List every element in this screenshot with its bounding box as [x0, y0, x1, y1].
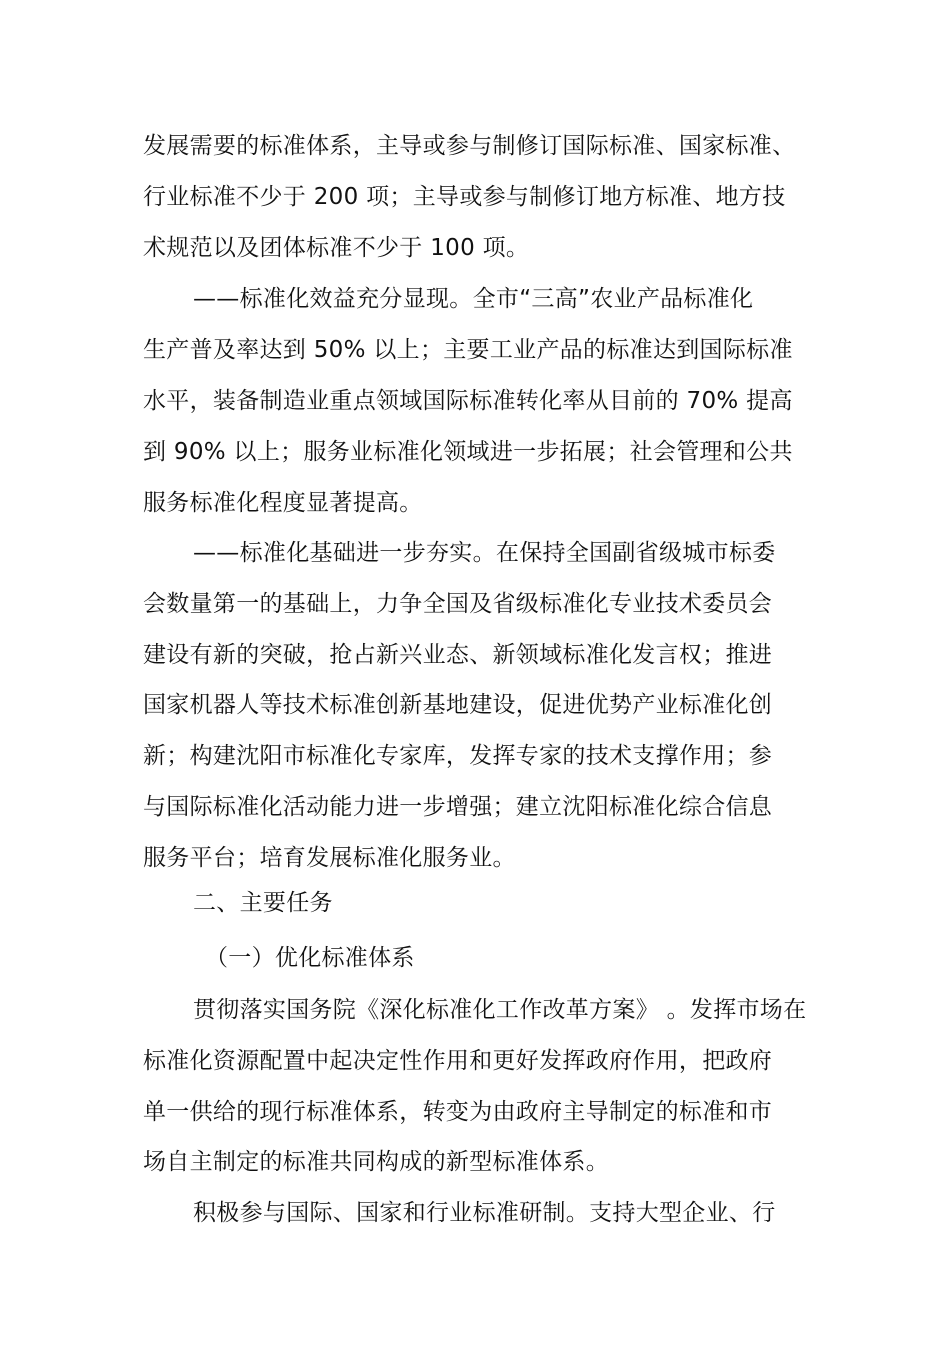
- text-line: 标准化资源配置中起决定性作用和更好发挥政府作用，把政府: [143, 1048, 773, 1074]
- text-line: 贯彻落实国务院《深化标准化工作改革方案》 。发挥市场在: [193, 997, 807, 1023]
- text-line: 到 90% 以上；服务业标准化领域进一步拓展；社会管理和公共: [143, 439, 793, 465]
- text-line: 水平，装备制造业重点领域国际标准转化率从目前的 70% 提高: [143, 388, 793, 414]
- text-line: 服务平台；培育发展标准化服务业。: [143, 845, 516, 871]
- text-line: 术规范以及团体标准不少于 100 项。: [143, 235, 530, 261]
- text-line: 与国际标准化活动能力进一步增强；建立沈阳标准化综合信息: [143, 794, 773, 820]
- text-line: 国家机器人等技术标准创新基地建设，促进优势产业标准化创: [143, 692, 773, 718]
- text-line: 单一供给的现行标准体系，转变为由政府主导制定的标准和市: [143, 1099, 773, 1125]
- text-line: 积极参与国际、国家和行业标准研制。支持大型企业、行: [193, 1200, 776, 1226]
- text-line: 发展需要的标准体系，主导或参与制修订国际标准、国家标准、: [143, 133, 796, 159]
- text-line: 场自主制定的标准共同构成的新型标准体系。: [143, 1149, 609, 1175]
- text-line: ——标准化基础进一步夯实。在保持全国副省级城市标委: [193, 540, 776, 566]
- text-line: 新；构建沈阳市标准化专家库，发挥专家的技术支撑作用；参: [143, 743, 773, 769]
- text-line: 行业标准不少于 200 项；主导或参与制修订地方标准、地方技: [143, 184, 786, 210]
- text-line: 服务标准化程度显著提高。: [143, 490, 423, 516]
- subsection-heading: （一）优化标准体系: [205, 945, 415, 971]
- text-line: 生产普及率达到 50% 以上；主要工业产品的标准达到国际标准: [143, 337, 793, 363]
- text-line: ——标准化效益充分显现。全市“三高”农业产品标准化: [193, 286, 754, 312]
- section-heading: 二、主要任务: [193, 890, 333, 916]
- text-line: 建设有新的突破，抢占新兴业态、新领域标准化发言权；推进: [143, 642, 773, 668]
- text-line: 会数量第一的基础上，力争全国及省级标准化专业技术委员会: [143, 591, 773, 617]
